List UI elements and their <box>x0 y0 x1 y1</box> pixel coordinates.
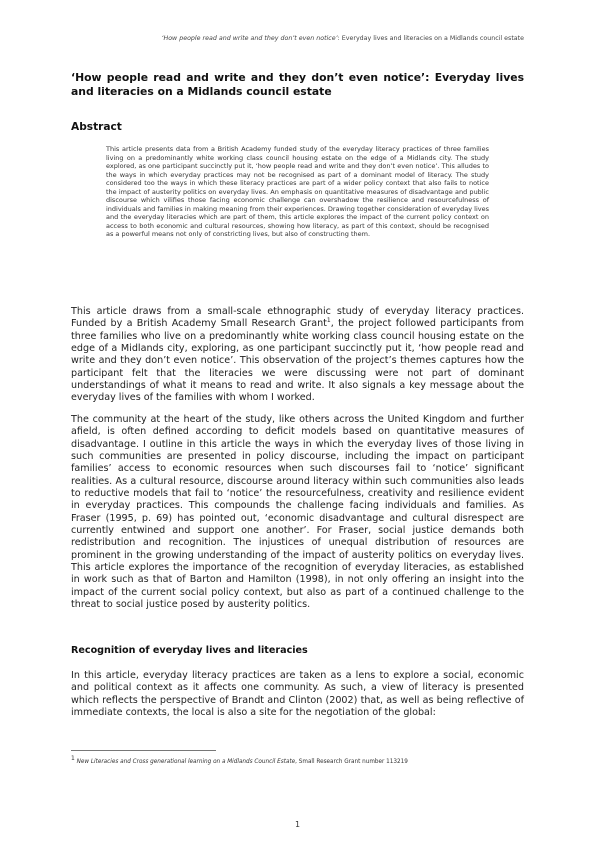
paragraph-intro <box>71 306 524 405</box>
footnote-reference[interactable]: 1 <box>326 317 331 325</box>
footnote-number: 1 <box>71 755 75 763</box>
footnote <box>71 755 524 765</box>
paragraph-intro-part2: , the project followed participants from three families who live on a predominantly white working class council housing estate on the edge of a Midlands city, exploring, as one participant succinctly put it, ‘how people read and write and they don’t even notice’. This observation of the project’s themes captures how the participant felt that the literacies we were discussing were not part of dominant understandings of what it means to read and write. It also signals a key message about the everyday lives of the families with whom I worked. <box>71 318 524 404</box>
paragraph-community: The community at the heart of the study, like others across the United Kingdom and further afield, is often defined according to deficit models based on quantitative measures of disadvantage. I outline in this article the ways in which the everyday lives of those living in such communities are presented in policy discourse, including the impact on participant families’ access to economic resources when such discourses fail to ‘notice’ significant realities. As a cultural resource, discourse around literacy within such communities also leads to reductive models that fail to ‘notice’ the resourcefulness, creativity and resilience evident in everyday practices. This compounds the challenge facing individuals and families. As Fraser (1995, p. 69) has pointed out, ‘economic disadvantage and cultural disrespect are currently entwined and support one another’. For Fraser, social justice demands both redistribution and recognition. The injustices of unequal distribution of resources are prominent in the growing understanding of the impact of austerity politics on everyday lives. This article explores the importance of the recognition of everyday literacies, as established in work such as that of Barton and Hamilton (1998), in not only offering an insight into the impact of the current social policy context, but also as part of a continued challenge to the threat to social justice posed by austerity politics. <box>71 414 524 611</box>
running-header-quote: ‘How people read and write and they don’t even notice’ <box>161 35 338 42</box>
running-header <box>71 35 524 42</box>
article-title: ‘How people read and write and they don’t even notice’: Everyday lives and literacies on a Midlands council estate <box>71 71 524 98</box>
footnote-divider <box>71 750 216 751</box>
footnote-title: New Literacies and Cross generational learning on a Midlands Council Estate <box>76 759 296 765</box>
footnote-rest: , Small Research Grant number 113219 <box>295 759 408 765</box>
paragraph-intro-part1: This article draws from a small-scale ethnographic study of everyday literacy practices. Funded by a British Academy Small Research Grant <box>71 306 524 330</box>
paragraph-recognition: In this article, everyday literacy practices are taken as a lens to explore a social, economic and political context as it affects one community. As such, a view of literacy is presented which reflects the perspective of Brandt and Clinton (2002) that, as well as being reflective of immediate contexts, the local is also a site for the negotiation of the global: <box>71 670 524 719</box>
page-number: 1 <box>294 820 301 829</box>
section-heading: Recognition of everyday lives and literacies <box>71 645 308 656</box>
abstract-heading: Abstract <box>71 121 122 133</box>
abstract-text: This article presents data from a British Academy funded study of the everyday literacy practices of three families living on a predominantly white working class council housing estate on the edge of a Midlands city. The study explored, as one participant succinctly put it, ‘how people read and write and they don’t even notice’. This alludes to the ways in which everyday practices may not be recognised as part of a dominant model of literacy. The study considered too the ways in which these literacy practices are part of a wider policy context that also fails to notice the impact of austerity politics on everyday lives. An emphasis on quantitative measures of disadvantage and public discourse which vilifies those facing economic challenge can overshadow the resilience and resourcefulness of individuals and families in making meaning from their experiences. Drawing together consideration of everyday lives and the everyday literacies which are part of them, this article explores the impact of the current policy context on access to both economic and cultural resources, showing how literacy, as part of this context, should be recognised as a powerful means not only of constricting lives, but also of constructing them. <box>106 145 489 239</box>
running-header-rest: : Everyday lives and literacies on a Midlands council estate <box>337 35 524 42</box>
